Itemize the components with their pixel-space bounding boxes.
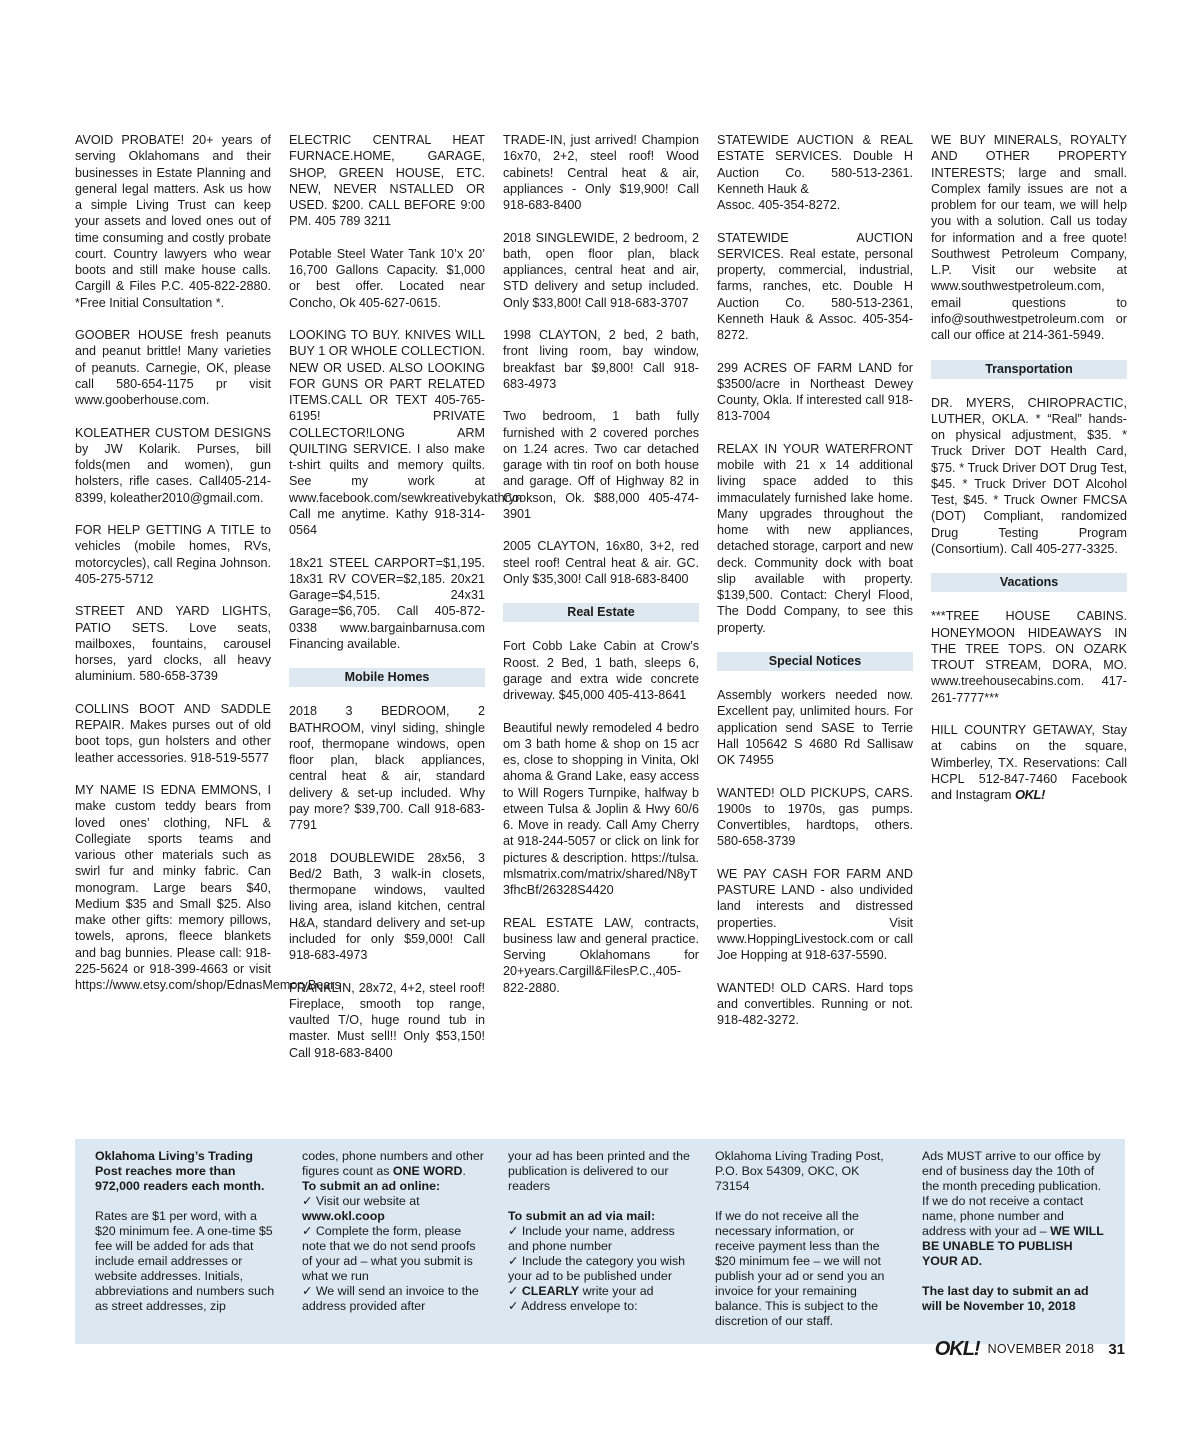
classified-ad: 18x21 STEEL CARPORT=$1,195. 18x31 RV COVER=$2,185. 20x21 Garage=$4,515. 24x31 Garage=$6,705. Call 405-872-0338 www.bargainbarnusa.com Financing available. <box>289 555 485 651</box>
classified-ad: AVOID PROBATE! 20+ years of serving Oklahomans and their businesses in Estate Planning and general legal matters. Ask us how a simple Living Trust can keep your assets and loved ones out of time consuming and costly probate court. Country lawyers who wear boots and still make house calls. Cargill & Files P.C. 405-822-2880. *Free Initial Consultation *. <box>75 133 271 310</box>
info-column-2 <box>302 1149 484 1314</box>
classified-column-4 <box>717 132 913 1028</box>
classified-ad: 2018 3 BEDROOM, 2 BATHROOM, vinyl siding, shingle roof, thermopane windows, open floor plan, black appliances, central heat & air, standard delivery & set-up included. Why pay more? $39,700. Call 918-683-7791 <box>289 704 485 832</box>
last-day-note: The last day to submit an ad will be November 10, 2018 <box>922 1284 1089 1313</box>
page-number: 31 <box>1108 1340 1125 1358</box>
classified-ad: STATEWIDE AUCTION SERVICES. Real estate, personal property, commercial, industrial, farms, ranches, etc. Double H Auction Co. 580-513-2361, Kenneth Hauk & Assoc. 405-354-8272. <box>717 230 913 342</box>
issue-date: NOVEMBER 2018 <box>987 1342 1095 1356</box>
classified-ad: 299 ACRES OF FARM LAND for $3500/acre in Northeast Dewey County, Okla. If interested call 918-813-7004 <box>717 360 913 424</box>
classified-column-3 <box>503 132 699 996</box>
classified-ad: STATEWIDE AUCTION & REAL ESTATE SERVICES. Double H Auction Co. 580-513-2361. Kenneth Hauk & Assoc. 405-354-8272. <box>717 133 913 212</box>
classified-ad: REAL ESTATE LAW, contracts, business law and general practice. Serving Oklahomans for 20+years.Cargill&FilesP.C.,405-822-2880. <box>503 915 699 995</box>
submission-info-box <box>75 1139 1125 1344</box>
classified-column-5 <box>931 132 1127 803</box>
classified-ad: Assembly workers needed now. Excellent pay, unlimited hours. For application send SASE to Terrie Hall 105642 S 4680 Rd Sallisaw OK 74955 <box>717 688 913 767</box>
classified-ad: WANTED! OLD PICKUPS, CARS. 1900s to 1970s, gas pumps. Convertibles, hardtops, others. 580-658-3739 <box>717 785 913 849</box>
deadline-text: Ads MUST arrive to our office by end of business day the 10th of the month preceding publication. If we do not receive a contact name, phone number and address with your ad – <box>922 1149 1102 1238</box>
readership-note: Oklahoma Living’s Trading Post reaches more than 972,000 readers each month. <box>95 1149 265 1193</box>
classified-ad: 2005 CLAYTON, 16x80, 3+2, red steel roof! Central heat & air. GC. Only $35,300! Call 918-683-8400 <box>503 539 699 586</box>
mail-instructions <box>508 1209 690 1314</box>
classified-column-2 <box>289 132 523 1061</box>
classified-ad: 2018 SINGLEWIDE, 2 bedroom, 2 bath, open floor plan, black appliances, central heat and air, STD delivery and setup included. Only $33,800! Call 918-683-3707 <box>503 230 699 310</box>
mail-submit-heading: To submit an ad via mail: <box>508 1209 656 1223</box>
online-step-1: ✓ Visit our website at <box>302 1194 420 1208</box>
okl-logo: OKL! <box>934 1337 980 1360</box>
classified-ad <box>931 722 1127 803</box>
classified-ad-text: HILL COUNTRY GETAWAY, Stay at cabins on the square, Wimberley, TX. Reservations: Call HCPL 512-847-7460 Facebook and Instagram <box>931 723 1127 802</box>
classified-ad: Potable Steel Water Tank 10’x 20’ 16,700 Gallons Capacity. $1,000 or best offer. Located near Concho, Ok 405-627-0615. <box>289 246 485 310</box>
classified-ad: ELECTRIC CENTRAL HEAT FURNACE.HOME, GARAGE, SHOP, GREEN HOUSE, ETC. NEW, NEVER NSTALLED OR USED. $200. CALL BEFORE 9:00 PM. 405 789 3211 <box>289 133 485 229</box>
info-column-3 <box>508 1149 690 1314</box>
classified-ad: WANTED! OLD CARS. Hard tops and convertibles. Running or not. 918-482-3272. <box>717 980 913 1027</box>
okl-logo-mark: OKL! <box>1015 787 1045 802</box>
word-count-note <box>302 1149 484 1314</box>
info-column-1 <box>95 1149 277 1314</box>
classified-ad: Fort Cobb Lake Cabin at Crow’s Roost. 2 Bed, 1 bath, sleeps 6, garage and extra wide concrete driveway. $45,000 405-413-8641 <box>503 639 699 702</box>
word-count-text: codes, phone numbers and other figures count as <box>302 1149 484 1178</box>
checkmark-icon: ✓ <box>508 1284 522 1298</box>
mail-step-1: ✓ Include your name, address and phone number <box>508 1224 675 1253</box>
online-submit-heading: To submit an ad online: <box>302 1179 441 1193</box>
rates-text: Rates are $1 per word, with a $20 minimum fee. A one-time $5 fee will be added for ads that include email addresses or website addresses. Initials, abbreviations and numbers such as street addresses, zip <box>95 1209 275 1313</box>
delivery-note: your ad has been printed and the publication is delivered to our readers <box>508 1149 690 1193</box>
classified-ad: Beautiful newly remodeled 4 bedroom 3 bath home & shop on 15 acres, close to shopping in Vinita, Oklahoma & Grand Lake, easy access to Will Rogers Turnpike, halfway between Tulsa & Joplin & Hwy 60/66. Move in ready. Call Amy Cherry at 918-244-5057 or click on link for pictures & description. https://tulsa.mlsmatrix.com/matrix/shared/N8yT3fhcBf/26328S4420 <box>503 720 700 897</box>
mailing-address: Oklahoma Living Trading Post, P.O. Box 54309, OKC, OK 73154 <box>715 1149 884 1193</box>
classified-ad: Two bedroom, 1 bath fully furnished with 2 covered porches on 1.24 acres. Two car detached garage with tin roof on both house and garage. Off of Highway 82 in Cookson, Ok. $88,000 405-474-3901 <box>503 409 699 521</box>
classified-ad: MY NAME IS EDNA EMMONS, I make custom teddy bears from loved ones’ clothing, NFL & Collegiate sports teams and various other materials such as swirl fur and minky fabric. Can monogram. Large bears $40, Medium $35 and Small $25. Also make other gifts: memory pillows, towels, aprons, fleece blankets and bag bunnies. Please call: 918-225-5624 or 918-399-4663 or visit https://www.etsy.com/shop/EdnasMemoryBears <box>75 783 341 992</box>
classified-ad: ***TREE HOUSE CABINS. HONEYMOON HIDEAWAYS IN THE TREE TOPS. ON OZARK TROUT STREAM, DORA, MO. www.treehousecabins.com. 417-261-7777*** <box>931 609 1127 705</box>
online-step-2: ✓ Complete the form, please note that we do not send proofs of your ad – what you submit is what we run <box>302 1224 476 1283</box>
mail-step-4: ✓ Address envelope to: <box>508 1299 638 1313</box>
one-word-bold: ONE WORD <box>392 1164 463 1178</box>
payment-policy: If we do not receive all the necessary information, or receive payment less than the $20 minimum fee – we will not publish your ad or send you an invoice for your remaining balance. This is subject to the discretion of our staff. <box>715 1209 885 1328</box>
section-header-vacations: Vacations <box>931 573 1127 592</box>
page-footer <box>935 1339 1125 1359</box>
classified-ad: GOOBER HOUSE fresh peanuts and peanut brittle! Many varieties of peanuts. Carnegie, OK, please call 580-654-1175 pr visit www.gooberhouse.com. <box>75 328 271 407</box>
classified-ad: KOLEATHER CUSTOM DESIGNS by JW Kolarik. Purses, bill folds(men and women), gun holsters, rifle cases. Call405-214-8399, koleather2010@gmail.com. <box>75 425 271 505</box>
section-header-real-estate: Real Estate <box>503 603 699 622</box>
online-step-3: ✓ We will send an invoice to the address provided after <box>302 1284 479 1313</box>
punctuation: . <box>462 1164 466 1178</box>
mail-step-2: ✓ Include the category you wish your ad to be published under <box>508 1254 686 1283</box>
classified-ad: LOOKING TO BUY. KNIVES WILL BUY 1 OR WHOLE COLLECTION. NEW OR USED. ALSO LOOKING FOR GUNS OR PART RELATED ITEMS.CALL OR TEXT 405-765-6195! PRIVATE COLLECTOR!LONG ARM QUILTING SERVICE. I also make t-shirt quilts and memory quilts. See my work at www.facebook.com/sewkreativebykathryn Call me anytime. Kathy 918-314-0564 <box>289 328 523 537</box>
clearly-bold: CLEARLY <box>521 1284 580 1298</box>
classified-ad: DR. MYERS, CHIROPRACTIC, LUTHER, OKLA. * “Real” hands-on physical adjustment, $35. * Truck Driver DOT Health Card, $75. * Truck Driver DOT Drug Test, $45. * Truck Driver DOT Alcohol Test, $45. * Truck Owner FMCSA (DOT) Compliant, randomized Drug Testing Program (Consortium). Call 405-277-3325. <box>931 395 1127 556</box>
classified-ad: COLLINS BOOT AND SADDLE REPAIR. Makes purses out of old boot tops, gun holsters and other leather accessories. 918-519-5577 <box>75 701 271 765</box>
classified-ad: 2018 DOUBLEWIDE 28x56, 3 Bed/2 Bath, 3 walk-in closets, thermopane windows, vaulted living area, island kitchen, central H&A, standard delivery and set-up included for only $59,000! Call 918-683-4973 <box>289 850 485 962</box>
info-column-4 <box>715 1149 897 1329</box>
classified-column-1 <box>75 132 341 993</box>
classified-ad: WE PAY CASH FOR FARM AND PASTURE LAND - also undivided land interests and distressed properties. Visit www.HoppingLivestock.com or call Joe Hopping at 918-637-5590. <box>717 866 913 962</box>
section-header-special-notices: Special Notices <box>717 652 913 671</box>
classified-ad: TRADE-IN, just arrived! Champion 16x70, 2+2, steel roof! Wood cabinets! Central heat & air, appliances - Only $19,900! Call 918-683-8400 <box>503 133 699 212</box>
mail-step-3: write your ad <box>579 1284 654 1298</box>
classified-ad: RELAX IN YOUR WATERFRONT mobile with 21 x 14 additional living space added to this immaculately furnished lake home. Many upgrades throughout the home with new appliances, detached storage, carport and new deck. Community dock with boat slip available with property. $139,500. Contact: Cheryl Flood, The Dodd Company, to see this property. <box>717 441 913 635</box>
classified-ad: FOR HELP GETTING A TITLE to vehicles (mobile homes, RVs, motorcycles), call Regina Johnson. 405-275-5712 <box>75 523 271 586</box>
website-link[interactable]: www.okl.coop <box>302 1209 385 1223</box>
classified-ad: WE BUY MINERALS, ROYALTY AND OTHER PROPERTY INTERESTS; large and small. Complex family issues are not a problem for our team, we will help you with a solution. Call us today for information and a free quote! Southwest Petroleum Company, L.P. Visit our website at www.southwestpetroleum.com, email questions to info@southwestpetroleum.com or call our office at 214-361-5949. <box>931 133 1127 342</box>
classified-ad: 1998 CLAYTON, 2 bed, 2 bath, front living room, bay window, breakfast bar $9,800! Call 918-683-4973 <box>503 328 699 391</box>
unable-to-publish-warning: WE WILL BE UNABLE TO PUBLISH YOUR AD. <box>922 1224 1104 1268</box>
classified-ad: STREET AND YARD LIGHTS, PATIO SETS. Love seats, mailboxes, fountains, carousel horses, yard clocks, all heavy aluminium. 580-658-3739 <box>75 604 271 684</box>
info-column-5 <box>922 1149 1104 1314</box>
deadline-policy <box>922 1149 1104 1269</box>
classified-ad: FRANKLIN, 28x72, 4+2, steel roof! Fireplace, smooth top range, vaulted T/O, huge round tub in master. Must sell!! Only $53,150! Call 918-683-8400 <box>289 980 485 1060</box>
section-header-transportation: Transportation <box>931 360 1127 379</box>
section-header-mobile-homes: Mobile Homes <box>289 668 485 687</box>
